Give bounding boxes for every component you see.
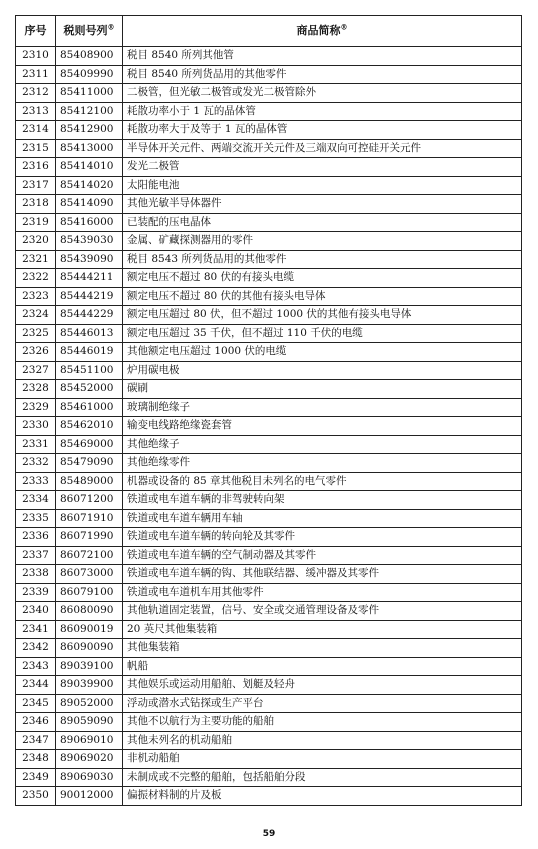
row-seq: 2322 [16,269,56,288]
row-seq: 2344 [16,676,56,695]
row-code: 85444211 [56,269,123,288]
row-seq: 2311 [16,65,56,84]
row-code: 85413000 [56,139,123,158]
row-code: 85452000 [56,380,123,399]
row-code: 85489000 [56,472,123,491]
row-name: 20 英尺其他集装箱 [123,620,522,639]
row-code: 85469000 [56,435,123,454]
row-seq: 2329 [16,398,56,417]
row-code: 85414090 [56,195,123,214]
row-name: 其他未列名的机动船舶 [123,731,522,750]
table-row [16,121,522,140]
table-row [16,417,522,436]
row-name: 税目 8540 所列其他管 [123,47,522,66]
row-seq: 2350 [16,787,56,806]
row-name: 其他不以航行为主要功能的船舶 [123,713,522,732]
row-seq: 2315 [16,139,56,158]
row-seq: 2320 [16,232,56,251]
table-row [16,620,522,639]
row-seq: 2326 [16,343,56,362]
row-seq: 2342 [16,639,56,658]
header-name-mark: ® [340,22,348,32]
row-code: 85461000 [56,398,123,417]
row-name: 偏振材料制的片及板 [123,787,522,806]
row-name: 太阳能电池 [123,176,522,195]
row-seq: 2339 [16,583,56,602]
row-seq: 2341 [16,620,56,639]
row-seq: 2349 [16,768,56,787]
table-body [16,47,522,806]
row-code: 85414020 [56,176,123,195]
row-code: 86071990 [56,528,123,547]
row-code: 85444229 [56,306,123,325]
header-code [56,16,123,47]
table-row [16,713,522,732]
table-row [16,84,522,103]
table-row [16,454,522,473]
row-seq: 2343 [16,657,56,676]
row-name: 玻璃制绝缘子 [123,398,522,417]
row-code: 89069010 [56,731,123,750]
row-name: 额定电压超过 35 千伏，但不超过 110 千伏的电缆 [123,324,522,343]
row-code: 85408900 [56,47,123,66]
table-header [16,16,522,47]
table-row [16,287,522,306]
table-row [16,768,522,787]
row-code: 85462010 [56,417,123,436]
table-row [16,602,522,621]
row-name: 耗散功率小于 1 瓦的晶体管 [123,102,522,121]
row-seq: 2334 [16,491,56,510]
row-seq: 2313 [16,102,56,121]
table-row [16,306,522,325]
row-seq: 2328 [16,380,56,399]
header-name-label: 商品简称 [296,24,341,37]
table-row [16,583,522,602]
row-code: 85446013 [56,324,123,343]
table-row [16,676,522,695]
row-name: 碳刷 [123,380,522,399]
row-name: 帆船 [123,657,522,676]
row-seq: 2316 [16,158,56,177]
header-name [123,16,522,47]
row-name: 输变电线路绝缘瓷套管 [123,417,522,436]
row-name: 额定电压不超过 80 伏的其他有接头电导体 [123,287,522,306]
row-name: 其他娱乐或运动用船舶、划艇及轻舟 [123,676,522,695]
row-seq: 2333 [16,472,56,491]
row-code: 86071910 [56,509,123,528]
row-code: 85411000 [56,84,123,103]
row-seq: 2324 [16,306,56,325]
table-row [16,361,522,380]
row-code: 85409990 [56,65,123,84]
header-code-mark: ® [107,22,115,32]
header-code-label: 税则号列 [63,24,108,37]
row-name: 其他光敏半导体器件 [123,195,522,214]
row-name: 铁道或电车道车辆用车轴 [123,509,522,528]
row-code: 86090090 [56,639,123,658]
row-name: 半导体开关元件、两端交流开关元件及三端双向可控硅开关元件 [123,139,522,158]
row-seq: 2331 [16,435,56,454]
row-seq: 2327 [16,361,56,380]
row-name: 金属、矿藏探测器用的零件 [123,232,522,251]
table-row [16,65,522,84]
row-name: 其他额定电压超过 1000 伏的电缆 [123,343,522,362]
row-name: 额定电压超过 80 伏，但不超过 1000 伏的其他有接头电导体 [123,306,522,325]
row-code: 89069020 [56,750,123,769]
row-code: 86073000 [56,565,123,584]
table-row [16,657,522,676]
row-code: 86090019 [56,620,123,639]
table-row [16,509,522,528]
table-row [16,565,522,584]
table-row [16,269,522,288]
row-seq: 2319 [16,213,56,232]
row-name: 税目 8540 所列货品用的其他零件 [123,65,522,84]
row-seq: 2336 [16,528,56,547]
row-code: 85479090 [56,454,123,473]
row-name: 铁道或电车道车辆的非驾驶转向架 [123,491,522,510]
header-row [16,16,522,47]
table-row [16,639,522,658]
row-name: 机器或设备的 85 章其他税目未列名的电气零件 [123,472,522,491]
row-name: 额定电压不超过 80 伏的有接头电缆 [123,269,522,288]
table-row [16,694,522,713]
table-row [16,324,522,343]
row-code: 90012000 [56,787,123,806]
row-seq: 2348 [16,750,56,769]
table-row [16,232,522,251]
row-code: 89059090 [56,713,123,732]
row-seq: 2323 [16,287,56,306]
row-seq: 2347 [16,731,56,750]
row-code: 89069030 [56,768,123,787]
table-row [16,546,522,565]
table-row [16,343,522,362]
row-code: 89052000 [56,694,123,713]
table-row [16,398,522,417]
row-name: 耗散功率大于及等于 1 瓦的晶体管 [123,121,522,140]
row-name: 铁道或电车道车辆的钩、其他联结器、缓冲器及其零件 [123,565,522,584]
row-seq: 2338 [16,565,56,584]
row-seq: 2332 [16,454,56,473]
page-number: 59 [262,829,276,839]
row-seq: 2310 [16,47,56,66]
row-code: 85412100 [56,102,123,121]
table-row [16,731,522,750]
row-code: 85412900 [56,121,123,140]
row-seq: 2330 [16,417,56,436]
row-code: 89039900 [56,676,123,695]
row-code: 86080090 [56,602,123,621]
row-code: 85444219 [56,287,123,306]
table-row [16,435,522,454]
row-code: 85446019 [56,343,123,362]
tariff-table [15,15,522,806]
row-seq: 2318 [16,195,56,214]
table-row [16,102,522,121]
row-seq: 2321 [16,250,56,269]
header-seq [16,16,56,47]
row-code: 85416000 [56,213,123,232]
row-name: 其他绝缘零件 [123,454,522,473]
row-name: 浮动或潜水式钻探或生产平台 [123,694,522,713]
row-seq: 2325 [16,324,56,343]
table-row [16,472,522,491]
row-code: 89039100 [56,657,123,676]
row-name: 其他绝缘子 [123,435,522,454]
row-name: 非机动船舶 [123,750,522,769]
row-name: 二极管，但光敏二极管或发光二极管除外 [123,84,522,103]
row-code: 85439090 [56,250,123,269]
table-row [16,195,522,214]
row-name: 铁道或电车道机车用其他零件 [123,583,522,602]
row-code: 85414010 [56,158,123,177]
row-seq: 2312 [16,84,56,103]
row-name: 其他轨道固定装置，信号、安全或交通管理设备及零件 [123,602,522,621]
row-code: 86071200 [56,491,123,510]
table-row [16,176,522,195]
table-row [16,250,522,269]
table-row [16,47,522,66]
row-seq: 2335 [16,509,56,528]
row-seq: 2314 [16,121,56,140]
row-name: 炉用碳电极 [123,361,522,380]
row-code: 86072100 [56,546,123,565]
row-name: 未制成或不完整的船舶，包括船舶分段 [123,768,522,787]
row-code: 85451100 [56,361,123,380]
table-row [16,750,522,769]
table-row [16,491,522,510]
row-name: 铁道或电车道车辆的转向轮及其零件 [123,528,522,547]
table-row [16,213,522,232]
row-seq: 2346 [16,713,56,732]
table-row [16,158,522,177]
table-row [16,528,522,547]
table-row [16,139,522,158]
row-seq: 2340 [16,602,56,621]
row-seq: 2337 [16,546,56,565]
row-name: 已装配的压电晶体 [123,213,522,232]
table-row [16,787,522,806]
row-name: 铁道或电车道车辆的空气制动器及其零件 [123,546,522,565]
header-seq-label: 序号 [24,24,47,37]
row-code: 86079100 [56,583,123,602]
row-seq: 2345 [16,694,56,713]
row-name: 其他集装箱 [123,639,522,658]
row-name: 发光二极管 [123,158,522,177]
row-seq: 2317 [16,176,56,195]
table-row [16,380,522,399]
row-name: 税目 8543 所列货品用的其他零件 [123,250,522,269]
row-code: 85439030 [56,232,123,251]
